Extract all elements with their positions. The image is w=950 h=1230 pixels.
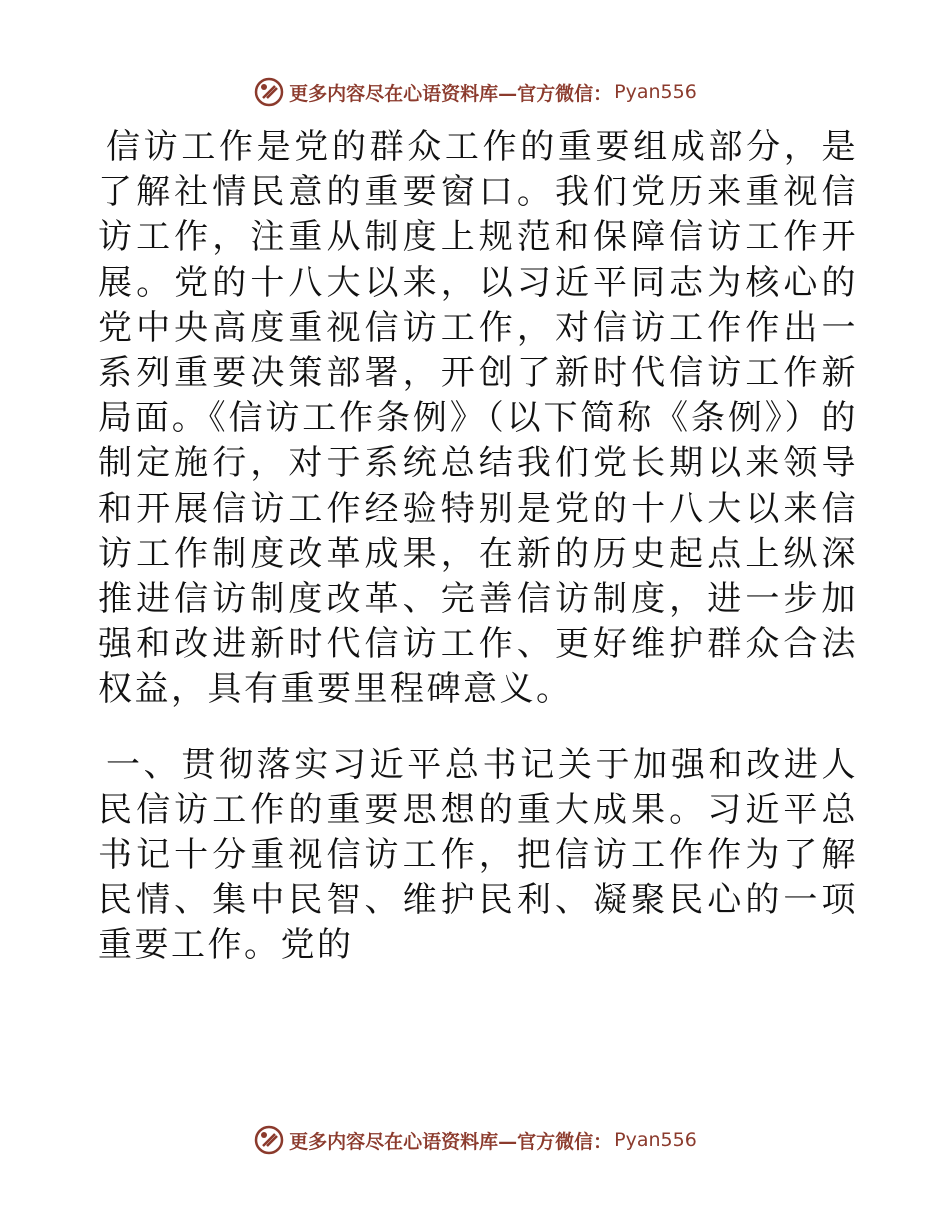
brand-logo-icon [253,76,285,108]
document-body [98,125,858,969]
header-watermark-banner [0,72,950,112]
paragraph-section-one: 一、贯彻落实习近平总书记关于加强和改进人民信访工作的重要思想的重大成果。习近平总书记十分重视信访工作，把信访工作作为了解民情、集中民智、维护民利、凝聚民心的一项重要工作。党的 [98,744,858,966]
header-banner-text: 更多内容尽在心语资料库—官方微信： [289,82,613,105]
footer-banner-text: 更多内容尽在心语资料库—官方微信： [289,1130,613,1153]
footer-watermark-banner [0,1120,950,1160]
footer-banner-handle: Pyan556 [614,1129,697,1151]
brand-logo-icon [253,1124,285,1156]
header-banner-handle: Pyan556 [614,81,697,103]
paragraph-intro: 信访工作是党的群众工作的重要组成部分，是了解社情民意的重要窗口。我们党历来重视信访工作，注重从制度上规范和保障信访工作开展。党的十八大以来，以习近平同志为核心的党中央高度重视信访工作，对信访工作作出一系列重要决策部署，开创了新时代信访工作新局面。《信访工作条例》（以下简称《条例》）的制定施行，对于系统总结我们党长期以来领导和开展信访工作经验特别是党的十八大以来信访工作制度改革成果，在新的历史起点上纵深推进信访制度改革、完善信访制度，进一步加强和改进新时代信访工作、更好维护群众合法权益，具有重要里程碑意义。 [98,127,858,710]
